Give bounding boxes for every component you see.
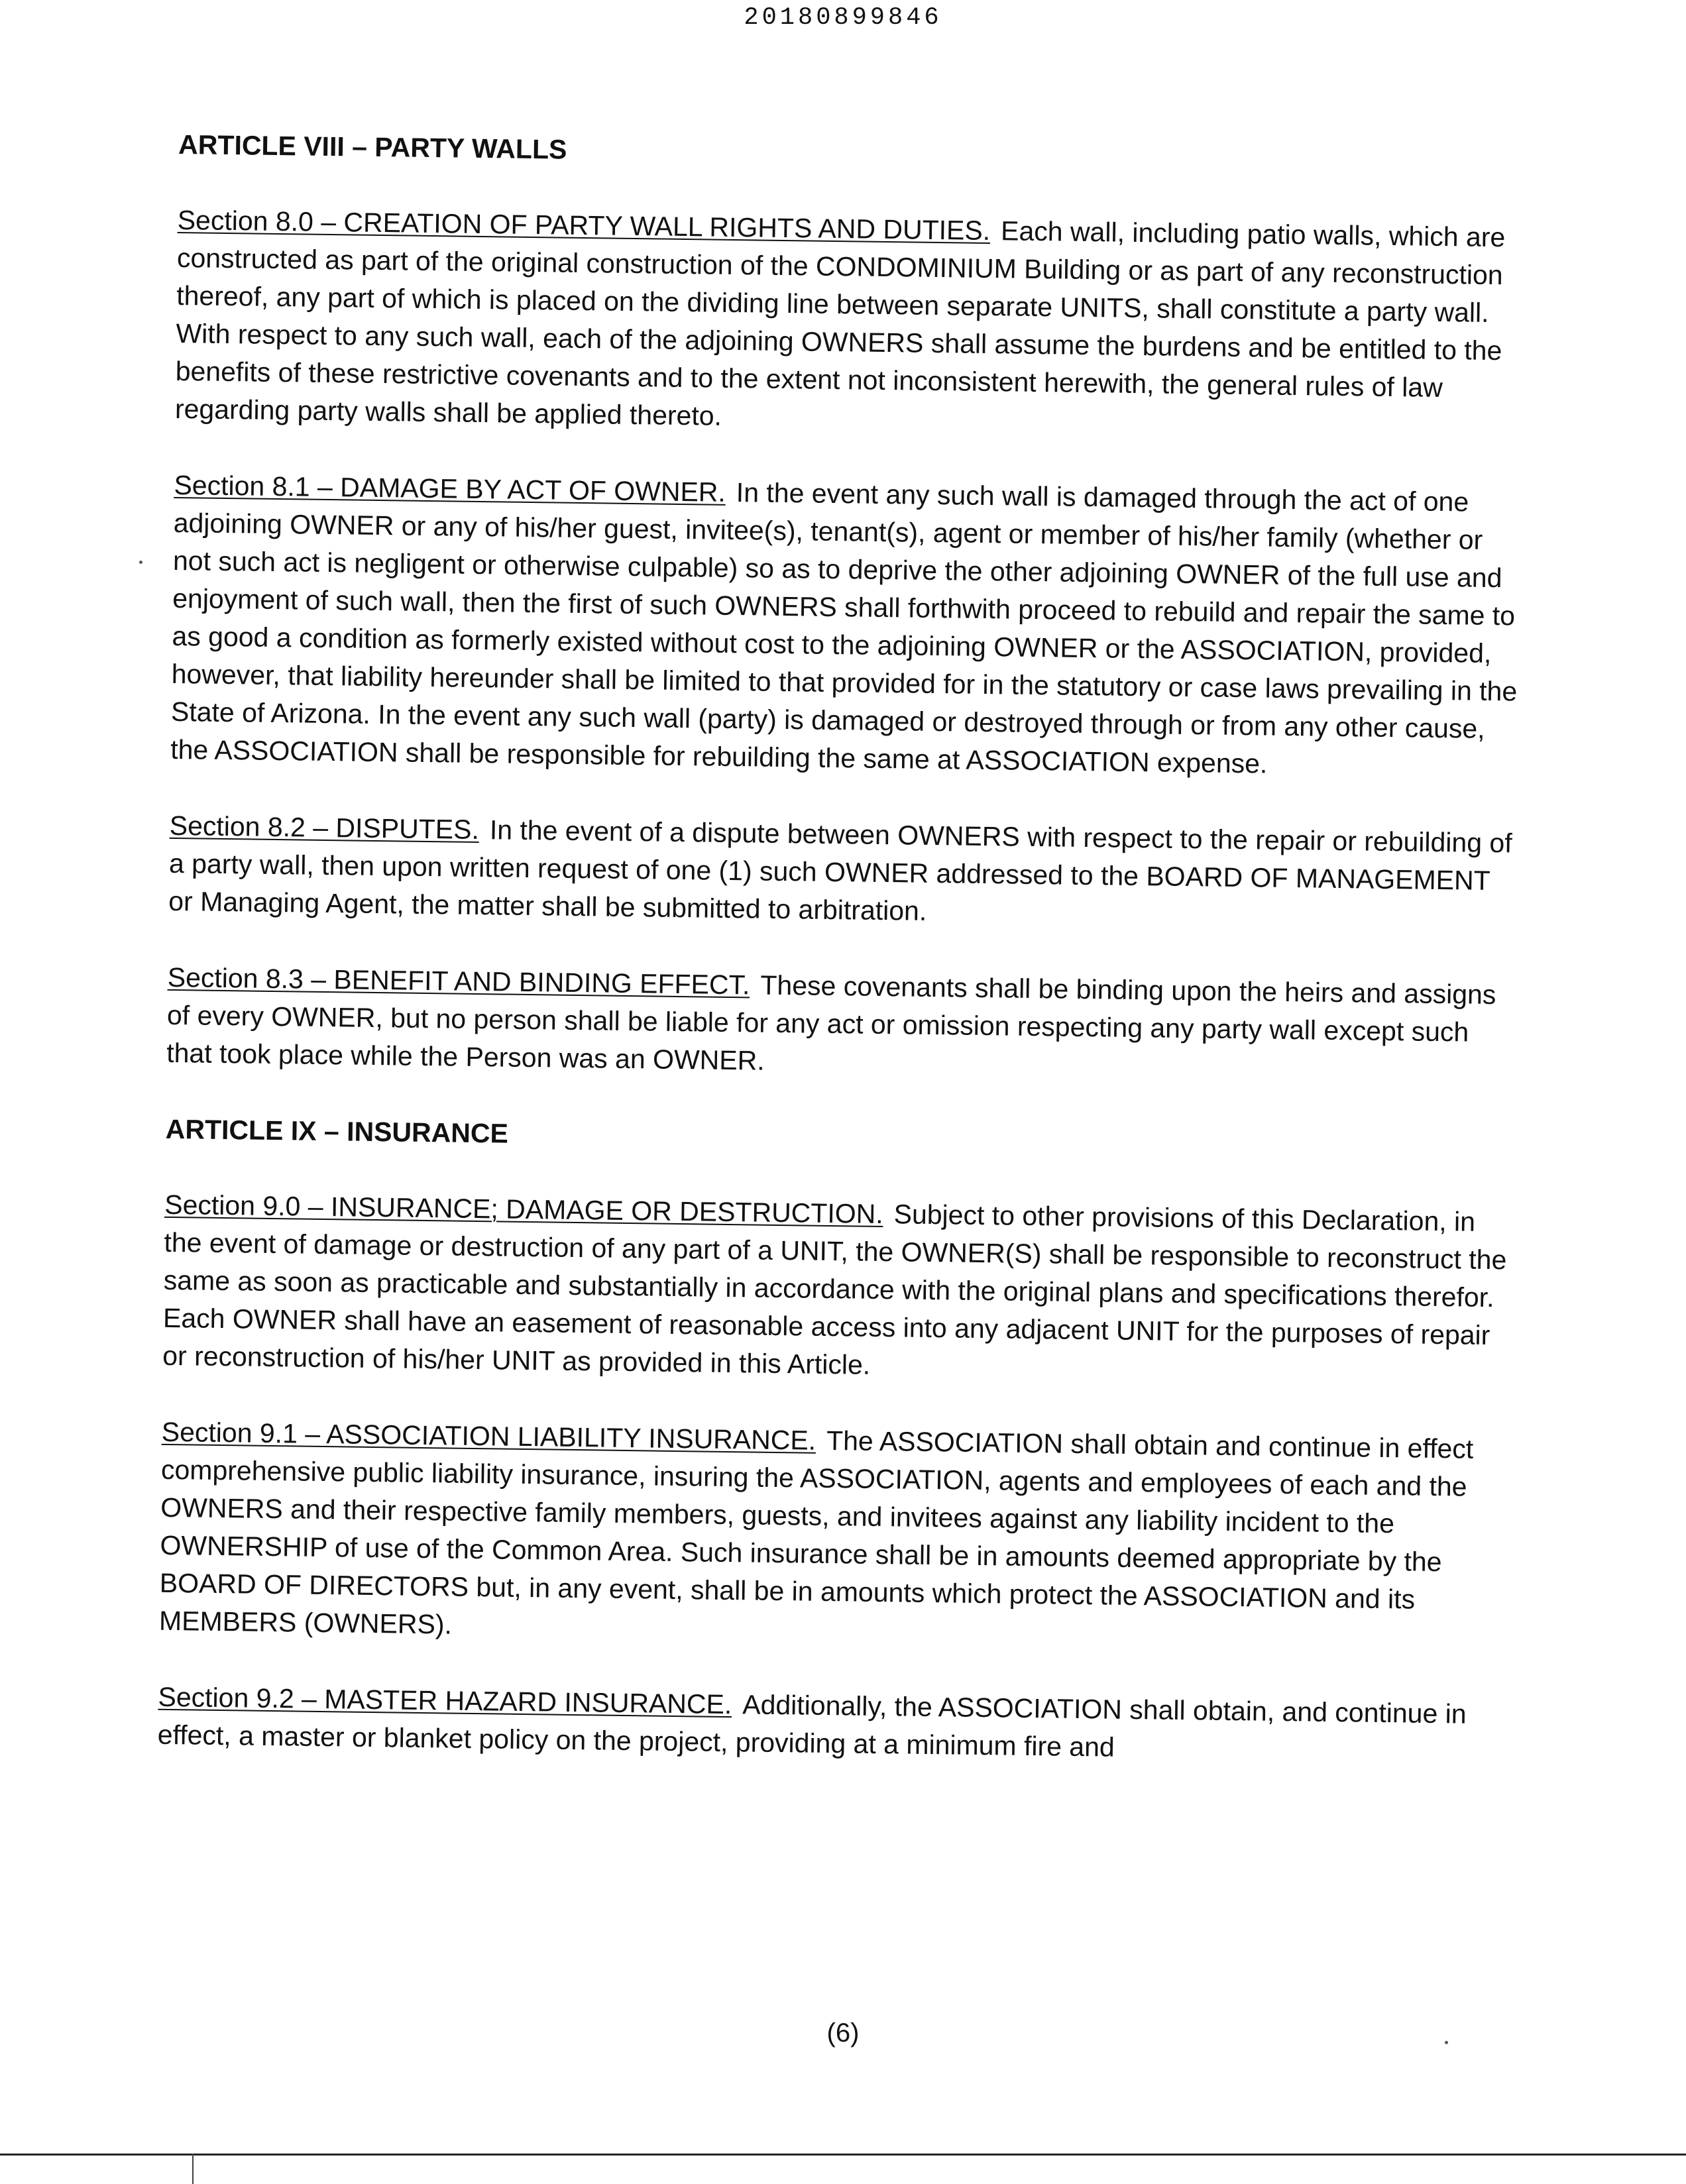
section-body: The ASSOCIATION shall obtain and continue in effect comprehensive public liability insurance, insuring the ASSOCIATION, agents and employees of each and the OWNERS and their respective family members, guests, and invitees against any liability incident to the OWNERSHIP of use of the Common Area. Such insurance shall be in amounts deemed appropriate by the BOARD OF DIRECTORS but, in any event, shall be in amounts which protect the ASSOCIATION and its MEMBERS (OWNERS). [158,1425,1474,1640]
section-body: Additionally, the ASSOCIATION shall obtain, and continue in effect, a master or blanket policy on the project, providing at a minimum fire and [157,1689,1467,1763]
section-body: In the event any such wall is damaged through the act of one adjoining OWNER or any of his/her guest, invitee(s), tenant(s), agent or member of his/her family (whether or not such act is negligent or otherwise culpable) so as to deprive the other adjoining OWNER of the full use and enjoyment of such wall, then the first of such OWNERS shall forthwith proceed to rebuild and repair the same to as good a condition as formerly existed without cost to the adjoining OWNER or the ASSOCIATION, provided, however, that liability hereunder shall be limited to that provided for in the statutory or case laws prevailing in the State of Arizona. In the event any such wall (party) is damaged or destroyed through or from any other cause, the ASSOCIATION shall be responsible for rebuilding the same at ASSOCIATION expense. [170,477,1518,779]
section-8-0 [175,201,1530,446]
section-heading: Section 8.2 – DISPUTES. [169,810,480,846]
section-9-0 [162,1186,1517,1393]
page-number: (6) [826,2018,860,2048]
section-heading: Section 8.3 – BENEFIT AND BINDING EFFECT. [167,961,750,1001]
section-9-2 [157,1678,1510,1772]
document-number: 20180899846 [744,4,942,32]
section-heading: Section 8.1 – DAMAGE BY ACT OF OWNER. [174,469,726,508]
section-8-3 [166,959,1520,1090]
section-body: Each wall, including patio walls, which are constructed as part of the original construction of the CONDOMINIUM Building or as part of any reconstruction thereof, any part of which is placed on the dividing line between separate UNITS, shall constitute a party wall. With respect to any such wall, each of the adjoining OWNERS shall assume the burdens and be entitled to the benefits of these restrictive covenants and to the extent not inconsistent herewith, the general rules of law regarding party walls shall be applied thereto. [174,215,1506,431]
scan-speck [139,561,142,564]
section-body: In the event of a dispute between OWNERS with respect to the repair or rebuilding of a party wall, then upon written request of one (1) such OWNER addressed to the BOARD OF MANAGEMENT or Managing Agent, the matter shall be submitted to arbitration. [168,814,1512,926]
section-8-2 [168,807,1522,938]
section-9-1 [159,1413,1514,1658]
section-heading: Section 9.2 – MASTER HAZARD INSURANCE. [158,1681,732,1720]
article-heading: ARTICLE VIII – PARTY WALLS [178,129,567,165]
section-8-1 [170,466,1526,787]
scan-speck [1445,2041,1448,2044]
document-body [157,106,1531,1810]
scan-edge-line [0,2154,1686,2156]
section-heading: Section 9.0 – INSURANCE; DAMAGE OR DESTRUCTION. [164,1189,883,1230]
section-body: These covenants shall be binding upon the heirs and assigns of every OWNER, but no person shall be liable for any act or omission respecting any party wall except such that took place while the Person was an OWNER. [166,969,1496,1076]
section-body: Subject to other provisions of this Declaration, in the event of damage or destruction of any part of a UNIT, the OWNER(S) shall be responsible to reconstruct the same as soon as practicable and substantially in accordance with the original plans and specifications therefor. Each OWNER shall have an easement of reasonable access into any adjacent UNIT for the purposes of repair or reconstruction of his/her UNIT as provided in this Article. [162,1199,1507,1380]
scan-edge-tick [192,2154,194,2184]
section-heading: Section 8.0 – CREATION OF PARTY WALL RIGHTS AND DUTIES. [177,204,991,246]
section-heading: Section 9.1 – ASSOCIATION LIABILITY INSURANCE. [161,1416,816,1456]
article-heading: ARTICLE IX – INSURANCE [165,1113,509,1149]
